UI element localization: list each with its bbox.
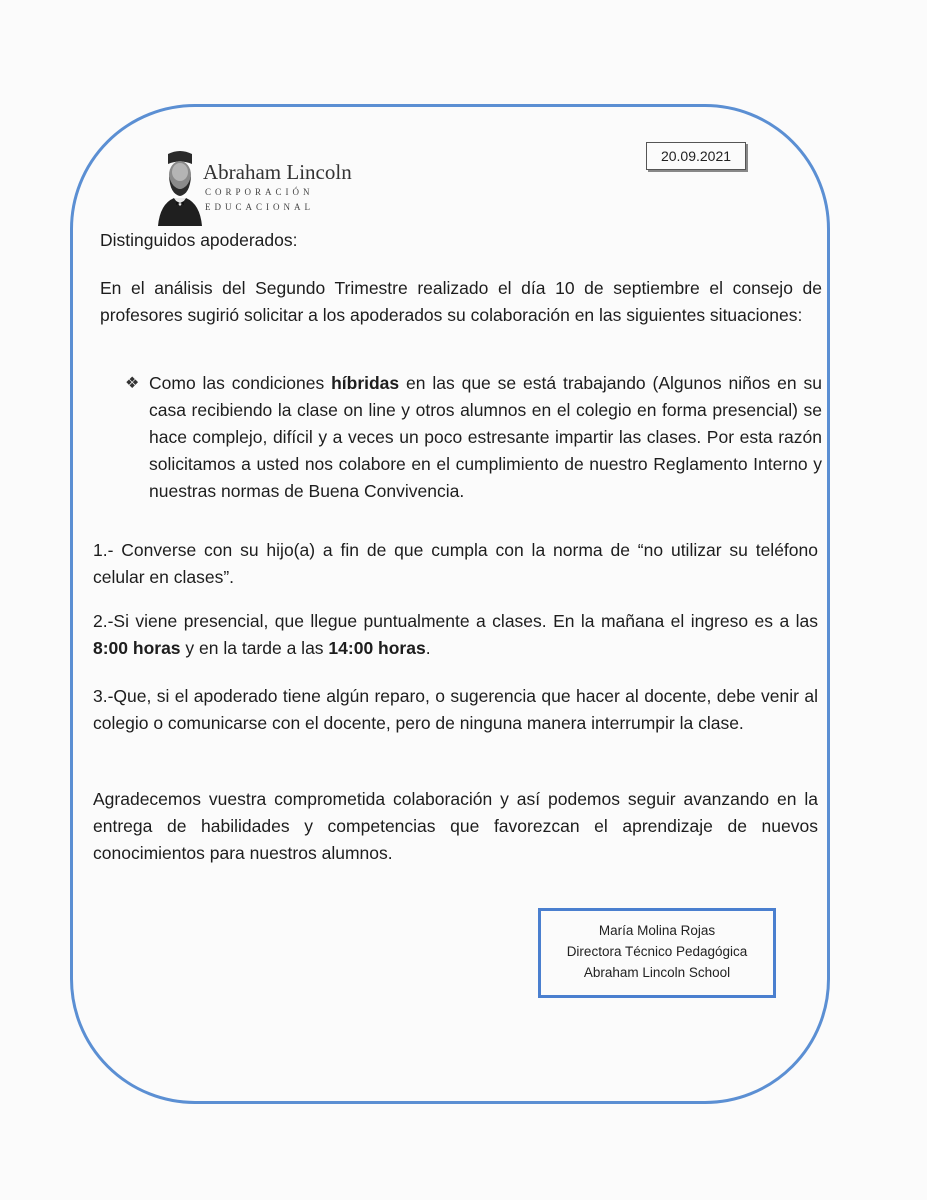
item-2-afternoon-time: 14:00 horas: [328, 638, 426, 658]
bullet-text-bold: híbridas: [331, 373, 400, 393]
item-3: 3.-Que, si el apoderado tiene algún reparo, o sugerencia que hacer al docente, debe venir al colegio o comunicarse con el docente, pero de ninguna manera interrumpir la clase.: [93, 686, 818, 733]
greeting: Distinguidos apoderados:: [100, 230, 298, 250]
school-logo: [156, 150, 376, 230]
bullet-text: [149, 370, 822, 505]
bullet-text-post: en las que se está trabajando (Algunos niños en su casa recibiendo la clase on line y otros alumnos en el colegio en forma presencial) se hace complejo, difícil y a veces un poco estresante impartir las clases. Por esta razón solicitamos a usted nos colabore en el cumplimiento de nuestro Reglamento Interno y nuestras normas de Buena Convivencia.: [149, 373, 822, 501]
item-2-post: .: [425, 638, 431, 658]
intro-paragraph: En el análisis del Segundo Trimestre realizado el día 10 de septiembre el consejo de profesores sugirió solicitar a los apoderados su colaboración en las siguientes situaciones:: [100, 278, 822, 325]
item-2-mid: y en la tarde a las: [180, 638, 329, 658]
item-2-pre: 2.-Si viene presencial, que llegue puntualmente a clases. En la mañana el ingreso es a las: [93, 611, 818, 631]
signature-name: María Molina Rojas: [598, 923, 716, 938]
logo-subtitle-1: CORPORACIÓN: [205, 187, 314, 197]
lincoln-portrait-icon: [156, 150, 204, 226]
signature-school: Abraham Lincoln School: [583, 965, 731, 980]
item-2: [93, 608, 818, 662]
date-box: 20.09.2021: [646, 142, 746, 170]
signature-title: Directora Técnico Pedagógica: [566, 944, 748, 959]
logo-name: Abraham Lincoln: [203, 160, 352, 184]
bullet-text-pre: Como las condiciones: [149, 373, 332, 393]
logo-subtitle-2: EDUCACIONAL: [205, 202, 314, 212]
signature-box: [538, 908, 776, 998]
four-diamond-bullet-icon: ❖: [125, 375, 140, 392]
closing-paragraph: Agradecemos vuestra comprometida colaboración y así podemos seguir avanzando en la entrega de habilidades y competencias que favorezcan el aprendizaje de nuevos conocimientos para nuestros alumnos.: [93, 789, 818, 863]
item-1: 1.- Converse con su hijo(a) a fin de que cumpla con la norma de “no utilizar su teléfono celular en clases”.: [93, 540, 818, 587]
item-2-morning-time: 8:00 horas: [93, 638, 181, 658]
